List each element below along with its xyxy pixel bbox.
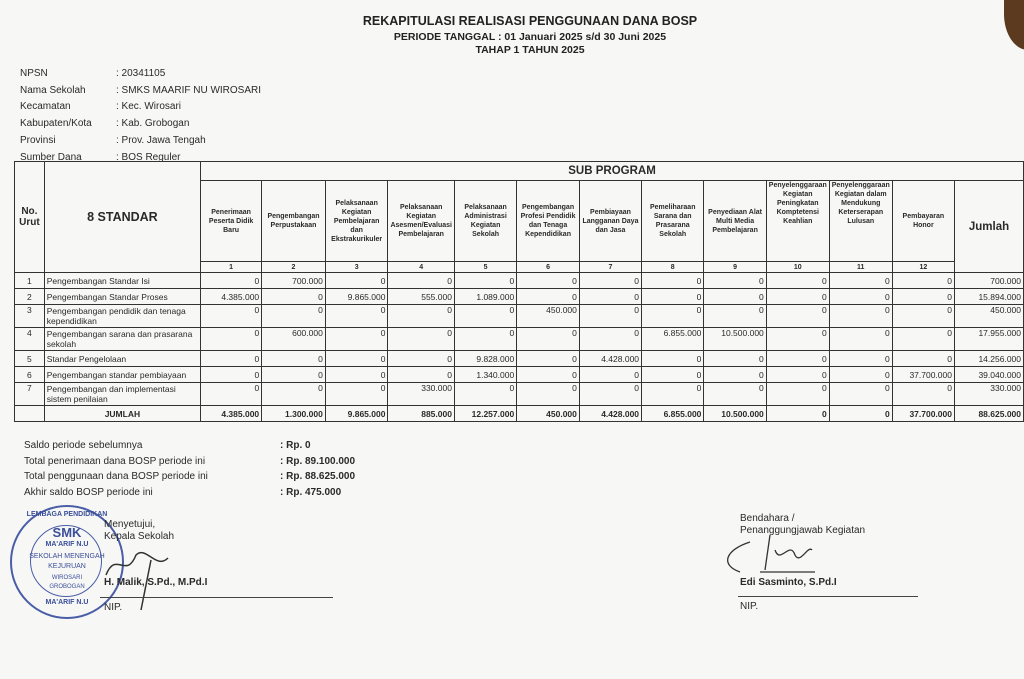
col-number: 4	[388, 262, 454, 273]
cell: 0	[201, 273, 262, 289]
cell: 0	[829, 351, 892, 367]
info-label: Sumber Dana	[20, 151, 82, 163]
col-number: 2	[262, 262, 326, 273]
total-cell: 37.700.000	[892, 406, 954, 422]
info-value: : Kab. Grobogan	[116, 118, 190, 130]
cell: 0	[642, 289, 704, 305]
cell: 10.500.000	[704, 328, 766, 351]
cell: 0	[892, 383, 954, 406]
document-title: REKAPITULASI REALISASI PENGGUNAAN DANA BOSP	[362, 14, 698, 28]
info-value: : Kec. Wirosari	[116, 101, 182, 113]
info-label: Kabupaten/Kota	[20, 118, 92, 130]
cell: 0	[766, 351, 829, 367]
summary-row	[24, 485, 355, 501]
cell: 0	[517, 273, 580, 289]
cell: 0	[262, 383, 326, 406]
total-no	[15, 406, 45, 422]
total-cell: 0	[829, 406, 892, 422]
cell: 0	[388, 273, 454, 289]
cell: 0	[829, 367, 892, 383]
info-value: : BOS Reguler	[116, 151, 181, 163]
summary-value: : Rp. 475.000	[280, 486, 342, 498]
cell: 0	[766, 328, 829, 351]
info-label: Kecamatan	[20, 101, 71, 113]
cell: 0	[579, 383, 641, 406]
row-no: 4	[15, 328, 45, 351]
info-row	[20, 65, 261, 82]
cell: 0	[388, 328, 454, 351]
treasurer-label: Bendahara /	[740, 513, 795, 524]
row-no: 1	[15, 273, 45, 289]
col-number: 10	[766, 262, 829, 273]
cell: 0	[892, 351, 954, 367]
summary-label: Akhir saldo BOSP periode ini	[24, 486, 153, 498]
stamp-maarif: MA'ARIF N.U	[45, 541, 89, 548]
col-number: 1	[201, 262, 262, 273]
principal-nip: NIP.	[104, 602, 123, 613]
cell: 0	[829, 328, 892, 351]
summary-label: Saldo periode sebelumnya	[24, 440, 143, 452]
table-row	[15, 367, 1024, 383]
row-no: 5	[15, 351, 45, 367]
signature-line	[738, 596, 918, 597]
stamp-line: SEKOLAH MENENGAH	[29, 553, 105, 560]
stamp-smk: SMK	[52, 525, 82, 540]
cell: 0	[325, 273, 388, 289]
cell: 0	[325, 305, 388, 328]
info-row	[20, 99, 261, 116]
col-header: Pembiayaan Langganan Daya dan Jasa	[579, 181, 641, 262]
document-period: PERIODE TANGGAL : 01 Januari 2025 s/d 30 Juni 2025	[393, 31, 667, 43]
cell: 9.828.000	[454, 351, 516, 367]
table-row	[15, 273, 1024, 289]
info-label: Nama Sekolah	[20, 84, 86, 96]
row-jumlah: 17.955.000	[954, 328, 1023, 351]
total-cell: 0	[766, 406, 829, 422]
stamp-line: WIROSARI	[51, 575, 83, 581]
approver-role: Kepala Sekolah	[104, 531, 175, 542]
total-cell: 885.000	[388, 406, 454, 422]
balance-summary	[24, 438, 355, 500]
total-cell: 1.300.000	[262, 406, 326, 422]
recap-table	[14, 161, 1024, 422]
treasurer-signature	[720, 530, 820, 580]
cell: 0	[704, 289, 766, 305]
cell: 4.428.000	[579, 351, 641, 367]
cell: 0	[201, 383, 262, 406]
cell: 0	[454, 328, 516, 351]
cell: 0	[325, 351, 388, 367]
cell: 0	[454, 273, 516, 289]
cell: 0	[388, 367, 454, 383]
col-header: Penyelenggaraan Kegiatan Peningkatan Komptetensi Keahlian	[766, 181, 829, 262]
sub-program-header: SUB PROGRAM	[201, 162, 1024, 181]
summary-value: : Rp. 88.625.000	[280, 471, 356, 483]
row-standar: Pengembangan pendidik dan tenaga kependidikan	[44, 305, 200, 328]
cell: 0	[892, 305, 954, 328]
cell: 0	[579, 289, 641, 305]
cell: 0	[262, 289, 326, 305]
cell: 0	[517, 351, 580, 367]
cell: 0	[262, 305, 326, 328]
cell: 0	[766, 273, 829, 289]
total-label: JUMLAH	[44, 406, 200, 422]
cell: 0	[704, 383, 766, 406]
approval-label: Menyetujui,	[104, 519, 156, 530]
cell: 0	[201, 367, 262, 383]
stamp-bottom-text: MA'ARIF N.U	[45, 599, 89, 606]
col-header: Pembayaran Honor	[892, 181, 954, 262]
cell: 0	[579, 367, 641, 383]
summary-row	[24, 469, 355, 485]
cell: 0	[325, 328, 388, 351]
cell: 0	[829, 305, 892, 328]
cell: 555.000	[388, 289, 454, 305]
cell: 600.000	[262, 328, 326, 351]
cell: 700.000	[262, 273, 326, 289]
table-row	[15, 351, 1024, 367]
col-header: Pelaksanaan Administrasi Kegiatan Sekolah	[454, 181, 516, 262]
col-number: 12	[892, 262, 954, 273]
row-standar: Pengembangan dan implementasi sistem penilaian	[44, 383, 200, 406]
cell: 0	[454, 305, 516, 328]
document-stage: TAHAP 1 TAHUN 2025	[475, 44, 585, 56]
cell: 0	[892, 289, 954, 305]
cell: 9.865.000	[325, 289, 388, 305]
cell: 0	[517, 289, 580, 305]
col-number: 8	[642, 262, 704, 273]
total-cell: 10.500.000	[704, 406, 766, 422]
cell: 0	[892, 273, 954, 289]
col-number: 9	[704, 262, 766, 273]
stamp-line: KEJURUAN	[48, 563, 86, 570]
total-jumlah: 88.625.000	[954, 406, 1023, 422]
cell: 0	[642, 383, 704, 406]
info-row	[20, 132, 261, 149]
total-cell: 9.865.000	[325, 406, 388, 422]
info-value: : Prov. Jawa Tengah	[116, 135, 206, 147]
cell: 0	[829, 273, 892, 289]
row-jumlah: 330.000	[954, 383, 1023, 406]
cell: 0	[642, 305, 704, 328]
row-jumlah: 39.040.000	[954, 367, 1023, 383]
summary-value: : Rp. 89.100.000	[280, 455, 356, 467]
total-cell: 4.385.000	[201, 406, 262, 422]
cell: 0	[704, 273, 766, 289]
col-number: 3	[325, 262, 388, 273]
summary-label: Total penerimaan dana BOSP periode ini	[24, 455, 206, 467]
col-no-urut: No. Urut	[15, 162, 45, 273]
summary-row	[24, 438, 355, 454]
cell: 0	[704, 351, 766, 367]
info-label: NPSN	[20, 67, 48, 79]
cell: 0	[325, 367, 388, 383]
cell: 0	[388, 305, 454, 328]
row-standar: Standar Pengelolaan	[44, 351, 200, 367]
row-jumlah: 15.894.000	[954, 289, 1023, 305]
total-row	[15, 406, 1024, 422]
cell: 0	[642, 273, 704, 289]
cell: 330.000	[388, 383, 454, 406]
cell: 0	[704, 367, 766, 383]
table-row	[15, 305, 1024, 328]
cell: 0	[704, 305, 766, 328]
table-row	[15, 289, 1024, 305]
info-label: Provinsi	[20, 135, 56, 147]
cell: 0	[642, 367, 704, 383]
col-jumlah: Jumlah	[954, 181, 1023, 273]
summary-row	[24, 454, 355, 470]
row-standar: Pengembangan Standar Proses	[44, 289, 200, 305]
info-row	[20, 82, 261, 99]
row-jumlah: 700.000	[954, 273, 1023, 289]
col-number: 6	[517, 262, 580, 273]
treasurer-nip: NIP.	[740, 601, 759, 612]
col-number: 5	[454, 262, 516, 273]
row-no: 6	[15, 367, 45, 383]
row-no: 7	[15, 383, 45, 406]
row-standar: Pengembangan sarana dan prasarana sekolah	[44, 328, 200, 351]
cell: 0	[892, 328, 954, 351]
cell: 450.000	[517, 305, 580, 328]
cell: 0	[579, 305, 641, 328]
cell: 0	[766, 289, 829, 305]
total-cell: 12.257.000	[454, 406, 516, 422]
table-row	[15, 328, 1024, 351]
cell: 0	[517, 367, 580, 383]
row-jumlah: 450.000	[954, 305, 1023, 328]
summary-label: Total penggunaan dana BOSP periode ini	[24, 471, 208, 483]
info-row	[20, 115, 261, 132]
info-value: : 20341105	[116, 67, 166, 79]
row-jumlah: 14.256.000	[954, 351, 1023, 367]
col-header: Penyediaan Alat Multi Media Pembelajaran	[704, 181, 766, 262]
cell: 0	[262, 351, 326, 367]
info-value: : SMKS MAARIF NU WIROSARI	[116, 84, 262, 96]
col-8-standar: 8 STANDAR	[44, 162, 200, 273]
signature-line	[100, 597, 333, 598]
col-header: Pelaksanaan Kegiatan Pembelajaran dan Ekstrakurikuler	[325, 181, 388, 262]
summary-value: : Rp. 0	[280, 440, 311, 452]
cell: 0	[766, 383, 829, 406]
cell: 0	[579, 328, 641, 351]
row-standar: Pengembangan Standar Isi	[44, 273, 200, 289]
cell: 0	[829, 383, 892, 406]
stamp-top-text: LEMBAGA PENDIDIKAN	[26, 511, 108, 518]
cell: 37.700.000	[892, 367, 954, 383]
col-number: 7	[579, 262, 641, 273]
cell: 0	[201, 305, 262, 328]
cell: 0	[766, 305, 829, 328]
principal-name: H. Malik, S.Pd., M.Pd.I	[104, 577, 208, 588]
total-cell: 4.428.000	[579, 406, 641, 422]
cell: 1.340.000	[454, 367, 516, 383]
col-header: Pelaksanaan Kegiatan Asesmen/Evaluasi Pembelajaran	[388, 181, 454, 262]
treasurer-name: Edi Sasminto, S.Pd.I	[740, 577, 837, 588]
school-info	[20, 65, 261, 166]
cell: 0	[201, 351, 262, 367]
cell: 0	[829, 289, 892, 305]
col-number: 11	[829, 262, 892, 273]
treasurer-role: Penanggungjawab Kegiatan	[740, 525, 866, 536]
cell: 0	[579, 273, 641, 289]
cell: 0	[262, 367, 326, 383]
col-header: Penerimaan Peserta Didik Baru	[201, 181, 262, 262]
total-cell: 450.000	[517, 406, 580, 422]
table-row	[15, 383, 1024, 406]
cell: 0	[454, 383, 516, 406]
col-header: Pemeliharaan Sarana dan Prasarana Sekolah	[642, 181, 704, 262]
cell: 0	[766, 367, 829, 383]
row-standar: Pengembangan standar pembiayaan	[44, 367, 200, 383]
cell: 0	[325, 383, 388, 406]
cell: 0	[517, 383, 580, 406]
cell: 0	[201, 328, 262, 351]
cell: 0	[642, 351, 704, 367]
cell: 0	[388, 351, 454, 367]
cell: 4.385.000	[201, 289, 262, 305]
col-header: Pengembangan Perpustakaan	[262, 181, 326, 262]
row-no: 3	[15, 305, 45, 328]
col-header: Pengembangan Profesi Pendidik dan Tenaga Kependidikan	[517, 181, 580, 262]
cell: 1.089.000	[454, 289, 516, 305]
total-cell: 6.855.000	[642, 406, 704, 422]
cell: 0	[517, 328, 580, 351]
stamp-line: GROBOGAN	[49, 584, 85, 590]
col-header: Penyelenggaraan Kegiatan dalam Mendukung Keterserapan Lulusan	[829, 181, 892, 262]
cell: 6.855.000	[642, 328, 704, 351]
row-no: 2	[15, 289, 45, 305]
